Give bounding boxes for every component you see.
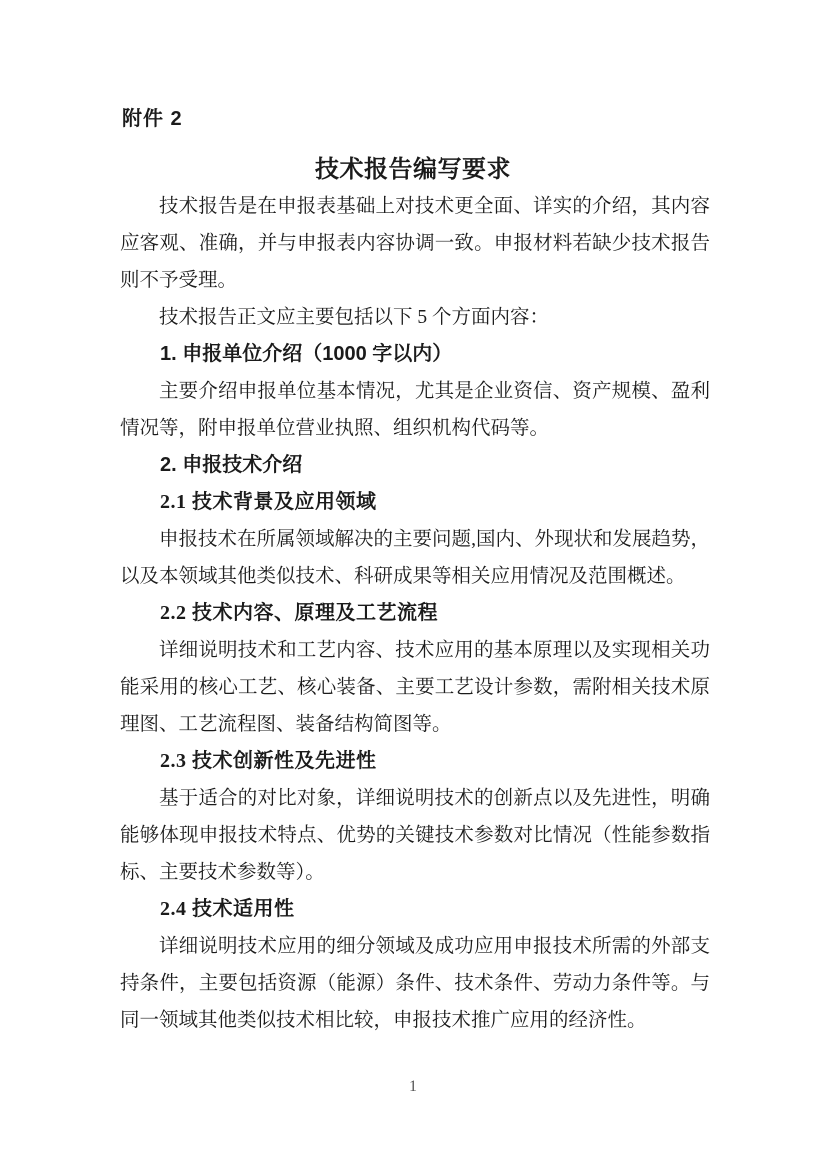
- paragraph-section-2-1: 申报技术在所属领域解决的主要问题,国内、外现状和发展趋势，以及本领域其他类似技术、科研成果等相关应用情况及范围概述。: [120, 529, 710, 587]
- subsection-heading-2-3: 2.3 技术创新性及先进性: [160, 750, 377, 772]
- paragraph-contents-lead: 技术报告正文应主要包括以下 5 个方面内容：: [159, 307, 550, 328]
- paragraph-section-1: 主要介绍申报单位基本情况，尤其是企业资信、资产规模、盈利情况等，附申报单位营业执照、组织机构代码等。: [120, 381, 710, 439]
- page-title: 技术报告编写要求: [315, 156, 511, 183]
- subsection-heading-2-1: 2.1 技术背景及应用领域: [160, 491, 377, 513]
- subsection-heading-2-2: 2.2 技术内容、原理及工艺流程: [160, 602, 438, 624]
- paragraph-section-2-2: 详细说明技术和工艺内容、技术应用的基本原理以及实现相关功能采用的核心工艺、核心装备、主要工艺设计参数，需附相关技术原理图、工艺流程图、装备结构简图等。: [120, 640, 710, 735]
- paragraph-intro: 技术报告是在申报表基础上对技术更全面、详实的介绍，其内容应客观、准确，并与申报表内容协调一致。申报材料若缺少技术报告则不予受理。: [120, 196, 710, 291]
- section-heading-2: 2. 申报技术介绍: [160, 454, 303, 476]
- page-number: 1: [409, 1078, 417, 1095]
- paragraph-section-2-4: 详细说明技术应用的细分领域及成功应用申报技术所需的外部支持条件，主要包括资源（能源）条件、技术条件、劳动力条件等。与同一领域其他类似技术相比较，申报技术推广应用的经济性。: [120, 936, 710, 1031]
- document-body: [120, 188, 710, 1039]
- paragraph-section-2-3: 基于适合的对比对象，详细说明技术的创新点以及先进性，明确能够体现申报技术特点、优势的关键技术参数对比情况（性能参数指标、主要技术参数等）。: [120, 788, 710, 883]
- section-heading-1: 1. 申报单位介绍（1000 字以内）: [160, 343, 453, 365]
- subsection-heading-2-4: 2.4 技术适用性: [160, 898, 295, 920]
- attachment-label: 附件 2: [122, 108, 183, 130]
